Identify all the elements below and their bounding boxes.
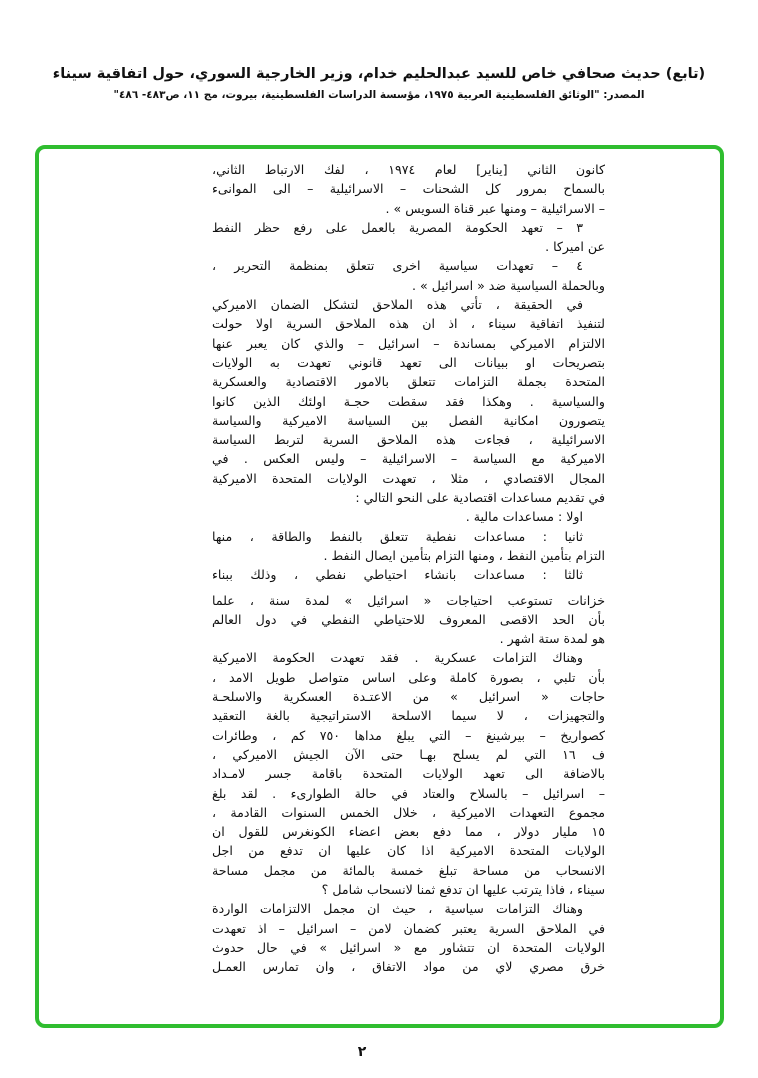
text-line: اولا : مساعدات مالية .	[465, 509, 583, 525]
text-line: يتصورون امكانية الفصل بين السياسة الاميركية والسياسة	[212, 412, 605, 428]
text-line: بأن الحد الاقصى المعروف للاحتياطي النفطي في دول العالم	[212, 611, 605, 627]
text-line: المتحدة بجملة التزامات تتعلق بالامور الاقتصادية والعسكرية	[212, 374, 605, 390]
text-line: الولايات المتحدة ان تتشاور مع « اسرائيل » في حال حدوث	[212, 939, 605, 955]
text-line: – اسرائيل – بالسلاح والعتاد في حالة الطوارىء . لقد بلغ	[212, 785, 605, 801]
text-line: خرق مصري لاي من مواد الاتفاق ، وان تمارس العمـل	[212, 959, 605, 975]
text-line: ف ١٦ التي لم يسلح بهـا حتى الآن الجيش الاميركي ،	[212, 746, 606, 762]
document-title: (تابع) حديث صحافي خاص للسيد عبدالحليم خدام، وزير الخارجية السوري، حول اتفاقية سيناء	[52, 66, 706, 82]
text-line: سيناء ، فاذا يترتب عليها ان تدفع ثمنا لانسحاب شامل ؟	[321, 881, 605, 897]
page-number: ٢	[357, 1044, 367, 1060]
text-line: بأن تلبي ، بصورة كاملة وعلى اساس متواصل طويل الامد ،	[212, 669, 605, 685]
text-line: وهناك التزامات سياسية ، حيث ان مجمل الالتزامات الواردة	[212, 901, 583, 917]
text-line: هو لمدة ستة اشهر .	[499, 631, 605, 647]
text-line: التزام بتأمين النفط ، ومنها التزام بتأمين ايصال النفط .	[323, 547, 605, 563]
text-line: كصواريخ – بيرشينغ – التي يبلغ مداها ٧٥٠ كم ، وطائرات	[212, 727, 605, 743]
text-line: ١٥ مليار دولار ، مما دفع بعض اعضاء الكونغرس للقول ان	[212, 824, 605, 840]
text-line: الالتزام الاميركي بمساندة – اسرائيل – والذي كان يعبر عنها	[212, 335, 605, 351]
text-line: الاميركية مع السياسة – الاسرائيلية – وليس العكس . في	[212, 451, 605, 467]
text-line: والتجهيزات ، لا سيما الاسلحة الاستراتيجية بالغة التعقيد	[212, 708, 605, 724]
text-line: ثانيا : مساعدات نفطية تتعلق بالنفط والطاقة ، منها	[212, 528, 583, 544]
text-line: مجموع التعهدات الاميركية ، خلال الخمس السنوات القادمة ،	[212, 804, 605, 820]
text-line: خزانات تستوعب احتياجات « اسرائيل » لمدة سنة ، علما	[212, 592, 605, 608]
text-line: حاجات « اسرائيل » من الاعتـدة العسكرية والاسلحـة	[212, 689, 605, 705]
text-line: وهناك التزامات عسكرية . فقد تعهدت الحكومة الاميركية	[212, 650, 583, 666]
text-line: ثالثا : مساعدات بانشاء احتياطي نفطي ، وذلك ببناء	[212, 567, 583, 583]
text-line: لتنفيذ اتفاقية سيناء ، اذ ان هذه الملاحق السرية اولا حولت	[212, 316, 605, 332]
text-line: بالسماح بمرور كل الشحنات – الاسرائيلية – الى الموانىء	[212, 181, 605, 197]
text-line: بالاضافة الى تعهد الولايات المتحدة باقامة جسر لامـداد	[212, 766, 605, 782]
text-line: ٣ – تعهد الحكومة المصرية بالعمل على رفع حظر النفط	[212, 219, 583, 235]
document-header	[20, 64, 738, 103]
text-line: ٤ – تعهدات سياسية اخرى تتعلق بمنظمة التحرير ،	[212, 258, 583, 274]
text-line: في تقديم مساعدات اقتصادية على النحو التالي :	[355, 490, 605, 506]
document-source: المصدر: "الوثائق الفلسطينية العربية ١٩٧٥، مؤسسة الدراسات الفلسطينية، بيروت، مج ١١، ص٤٨٣- ٤٨٦"	[113, 89, 645, 101]
text-line: كانون الثاني [يناير] لعام ١٩٧٤ ، لفك الارتباط الثاني،	[212, 162, 605, 177]
text-line: عن اميركا .	[545, 239, 605, 255]
body-text	[212, 160, 605, 976]
text-line: في الحقيقة ، تأتي هذه الملاحق لتشكل الضمان الاميركي	[212, 297, 583, 313]
text-line: بتصريحات او ببيانات الى تعهد قانوني تعهدت به الولايات	[212, 354, 605, 370]
text-line: الولايات المتحدة الاميركية اذا كان عليها ان تدفع من اجل	[212, 843, 605, 859]
text-line: – الاسرائيلية – ومنها عبر قناة السويس » .	[385, 200, 605, 216]
text-line: المجال الاقتصادي ، مثلا ، تعهدت الولايات المتحدة الاميركية	[212, 470, 605, 486]
text-line: والسياسية . وهكذا فقد سقطت حجـة اولئك الذين كانوا	[212, 393, 605, 409]
text-line: وبالحملة السياسية ضد « اسرائيل » .	[412, 277, 605, 293]
text-line: في الملاحق السرية يعتبر كضمان لامن – اسرائيل – اذ تعهدت	[212, 920, 605, 936]
text-line: الاسرائيلية ، فجاءت هذه الملاحق السرية لتربط السياسة	[212, 432, 605, 448]
text-line: الانسحاب من مساحة تبلغ خمسة بالمائة من مجمل مساحة	[212, 862, 605, 878]
